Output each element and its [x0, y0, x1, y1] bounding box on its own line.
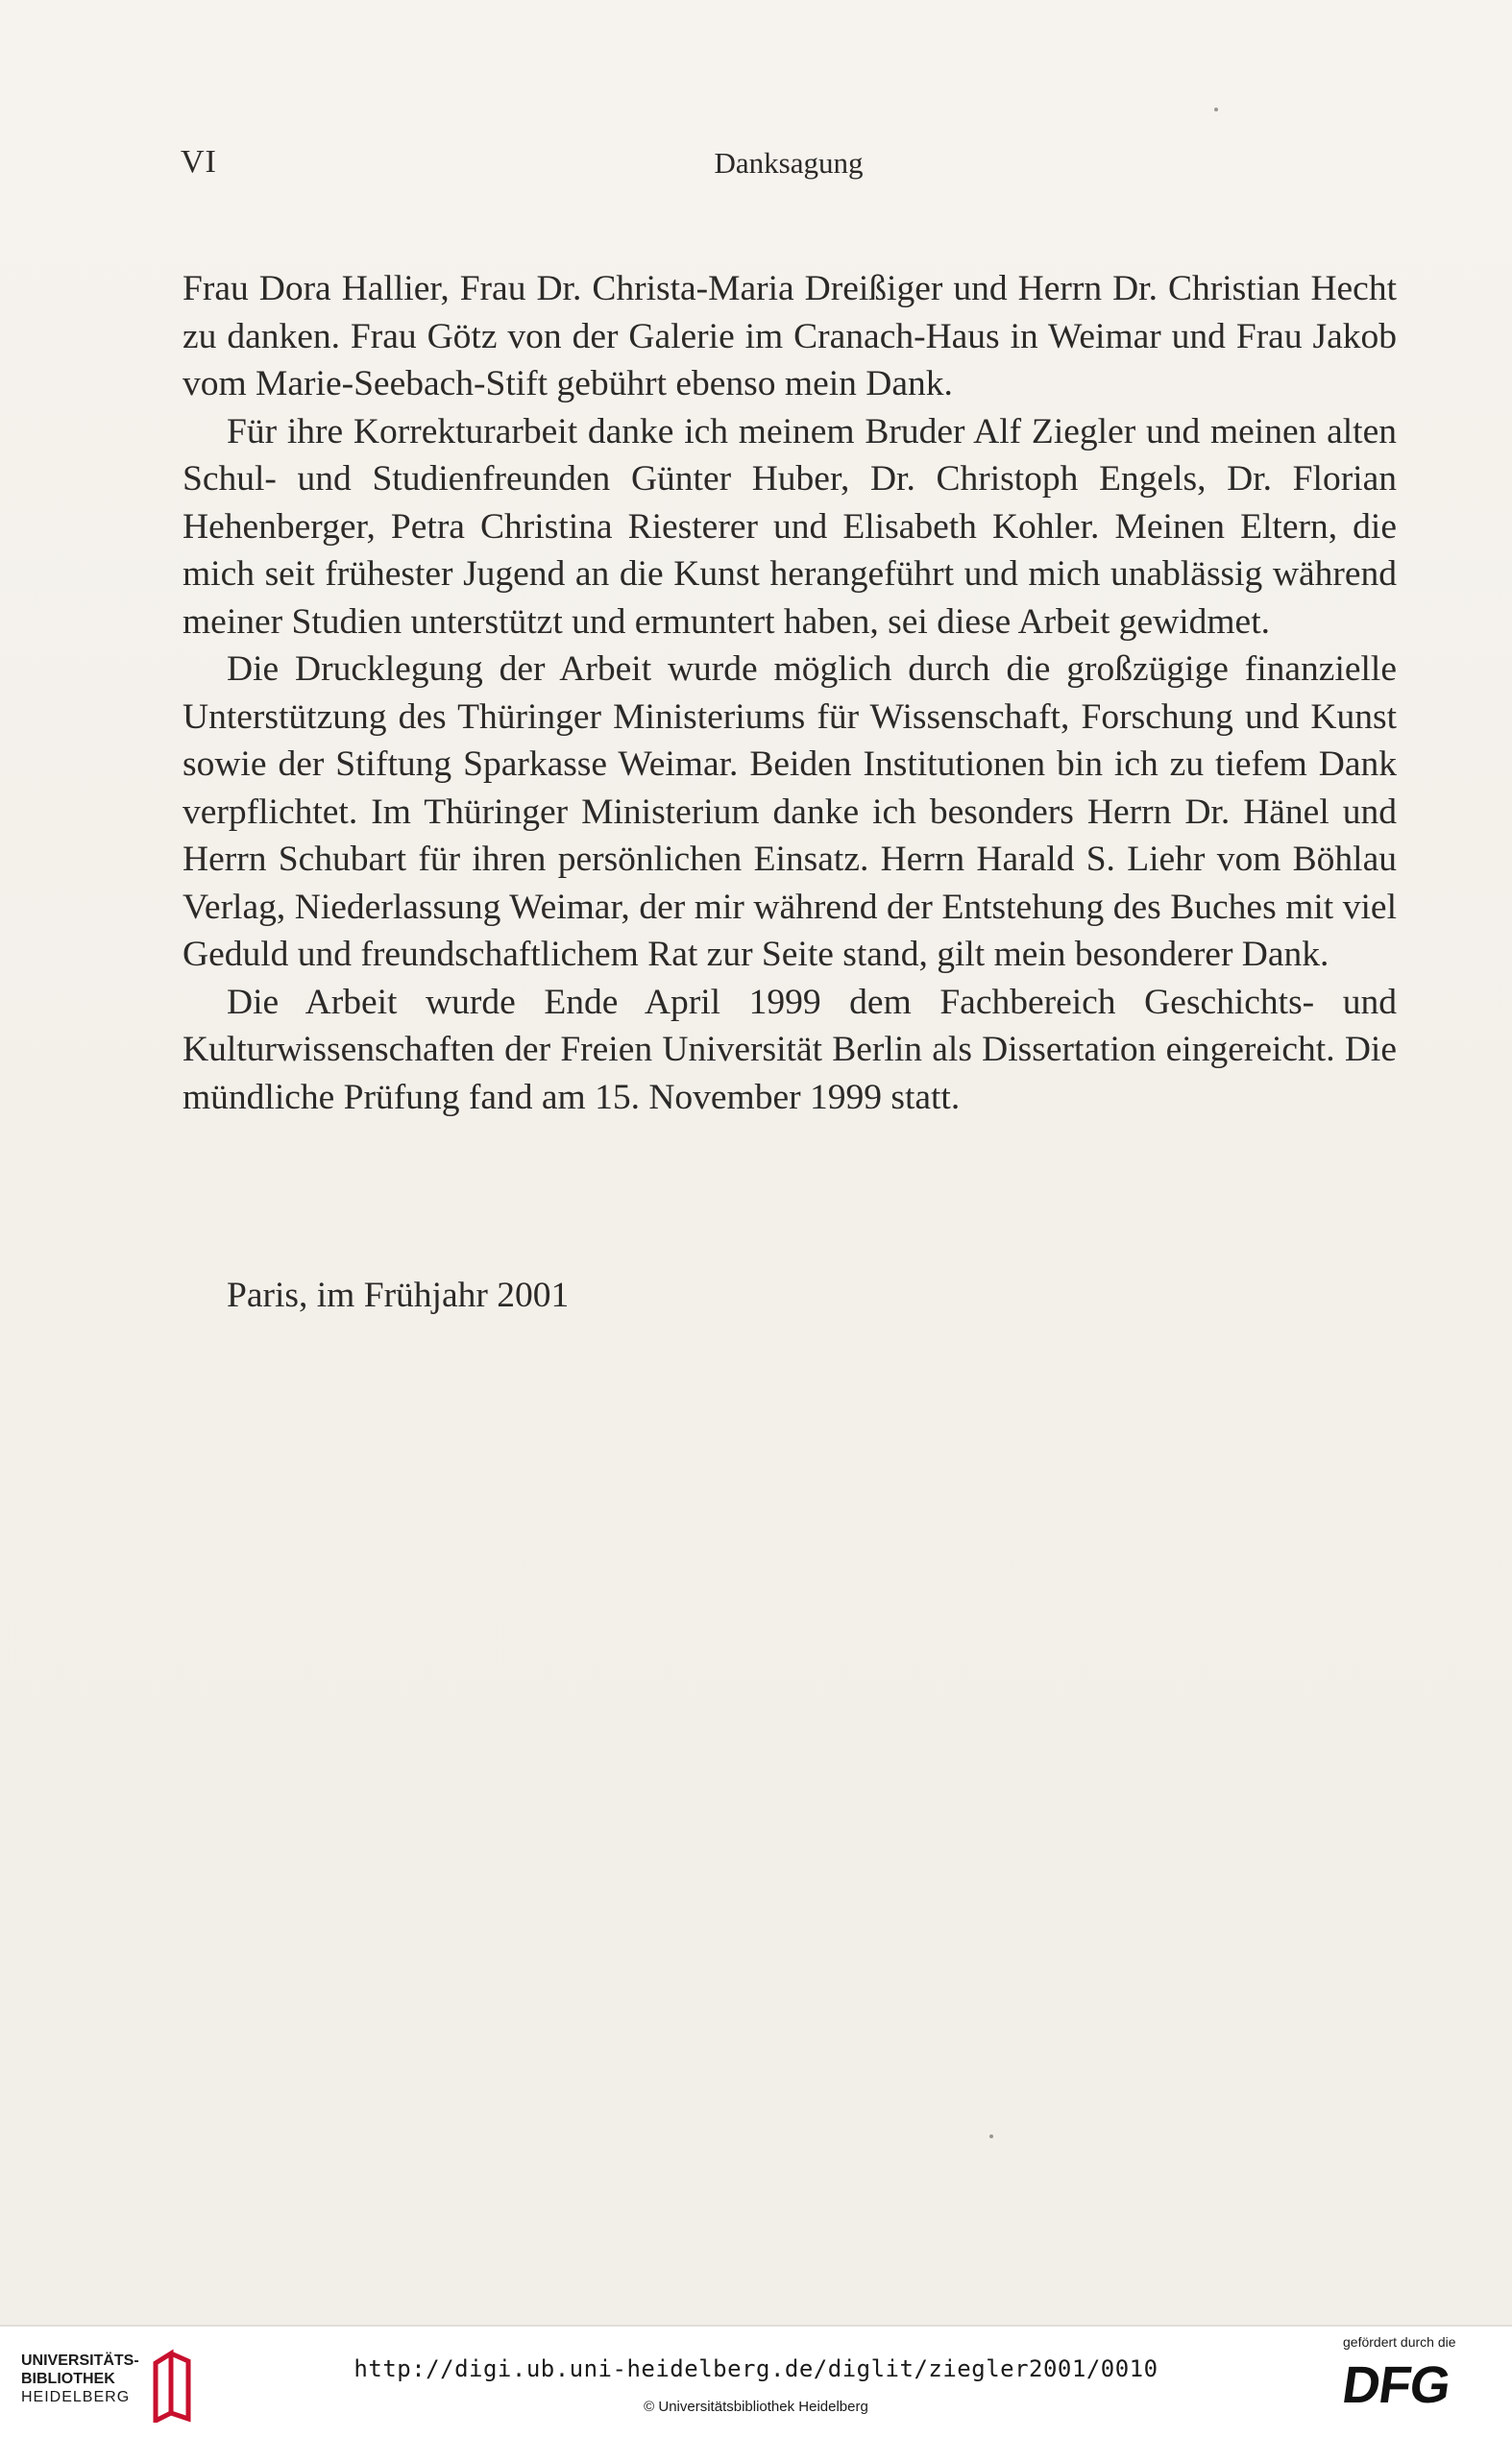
closing-line: Paris, im Frühjahr 2001	[227, 1276, 570, 1315]
body-text	[183, 265, 1397, 1121]
paragraph-1: Frau Dora Hallier, Frau Dr. Christa-Maria Dreißiger und Herrn Dr. Christian Hecht zu danken. Frau Götz von der Galerie im Cranach-Haus in Weimar und Frau Jakob vom Marie-Seebach-Stift gebührt ebenso mein Dank.	[183, 269, 1397, 403]
paper-speck	[989, 2134, 993, 2138]
copyright-notice: © Universitätsbibliothek Heidelberg	[644, 2399, 868, 2415]
dfg-wordmark: DFG	[1338, 2356, 1454, 2414]
permalink-url[interactable]: http://digi.ub.uni-heidelberg.de/diglit/ziegler2001/0010	[354, 2355, 1158, 2382]
page-number: VI	[181, 144, 217, 180]
library-logo-text: UNIVERSITÄTS- BIBLIOTHEK HEIDELBERG	[21, 2353, 139, 2405]
paper-speck	[1214, 108, 1218, 111]
paragraph-3: Die Drucklegung der Arbeit wurde möglich durch die großzügige finanzielle Unterstützung des Thüringer Ministeriums für Wissenschaft, Forschung und Kunst sowie der Stiftung Sparkasse Weimar. Beiden Institutionen bin ich zu tiefem Dank verpflichtet. Im Thüringer Ministerium danke ich besonders Herrn Dr. Hänel und Herrn Schubart für ihren persönlichen Einsatz. Herrn Harald S. Liehr vom Böhlau Verlag, Niederlassung Weimar, der mir während der Entstehung des Buches mit viel Geduld und freundschaftlichem Rat zur Seite stand, gilt mein besonderer Dank.	[183, 649, 1397, 974]
paragraph-4: Die Arbeit wurde Ende April 1999 dem Fachbereich Geschichts- und Kulturwissenschaften der Freien Universität Berlin als Dissertation eingereicht. Die mündliche Prüfung fand am 15. November 1999 statt.	[183, 982, 1397, 1117]
running-header-title: Danksagung	[714, 146, 864, 180]
paragraph-2: Für ihre Korrekturarbeit danke ich meinem Bruder Alf Ziegler und meinen alten Schul- und Studienfreunden Günter Huber, Dr. Christoph Engels, Dr. Florian Hehenberger, Petra Christina Riesterer und Elisabeth Kohler. Meinen Eltern, die mich seit frühester Jugend an die Kunst herangeführt und mich unablässig während meiner Studien unterstützt und ermuntert haben, sei diese Arbeit gewidmet.	[183, 411, 1397, 642]
dfg-logo[interactable]	[1335, 2334, 1499, 2430]
funding-caption: gefördert durch die	[1343, 2334, 1456, 2350]
